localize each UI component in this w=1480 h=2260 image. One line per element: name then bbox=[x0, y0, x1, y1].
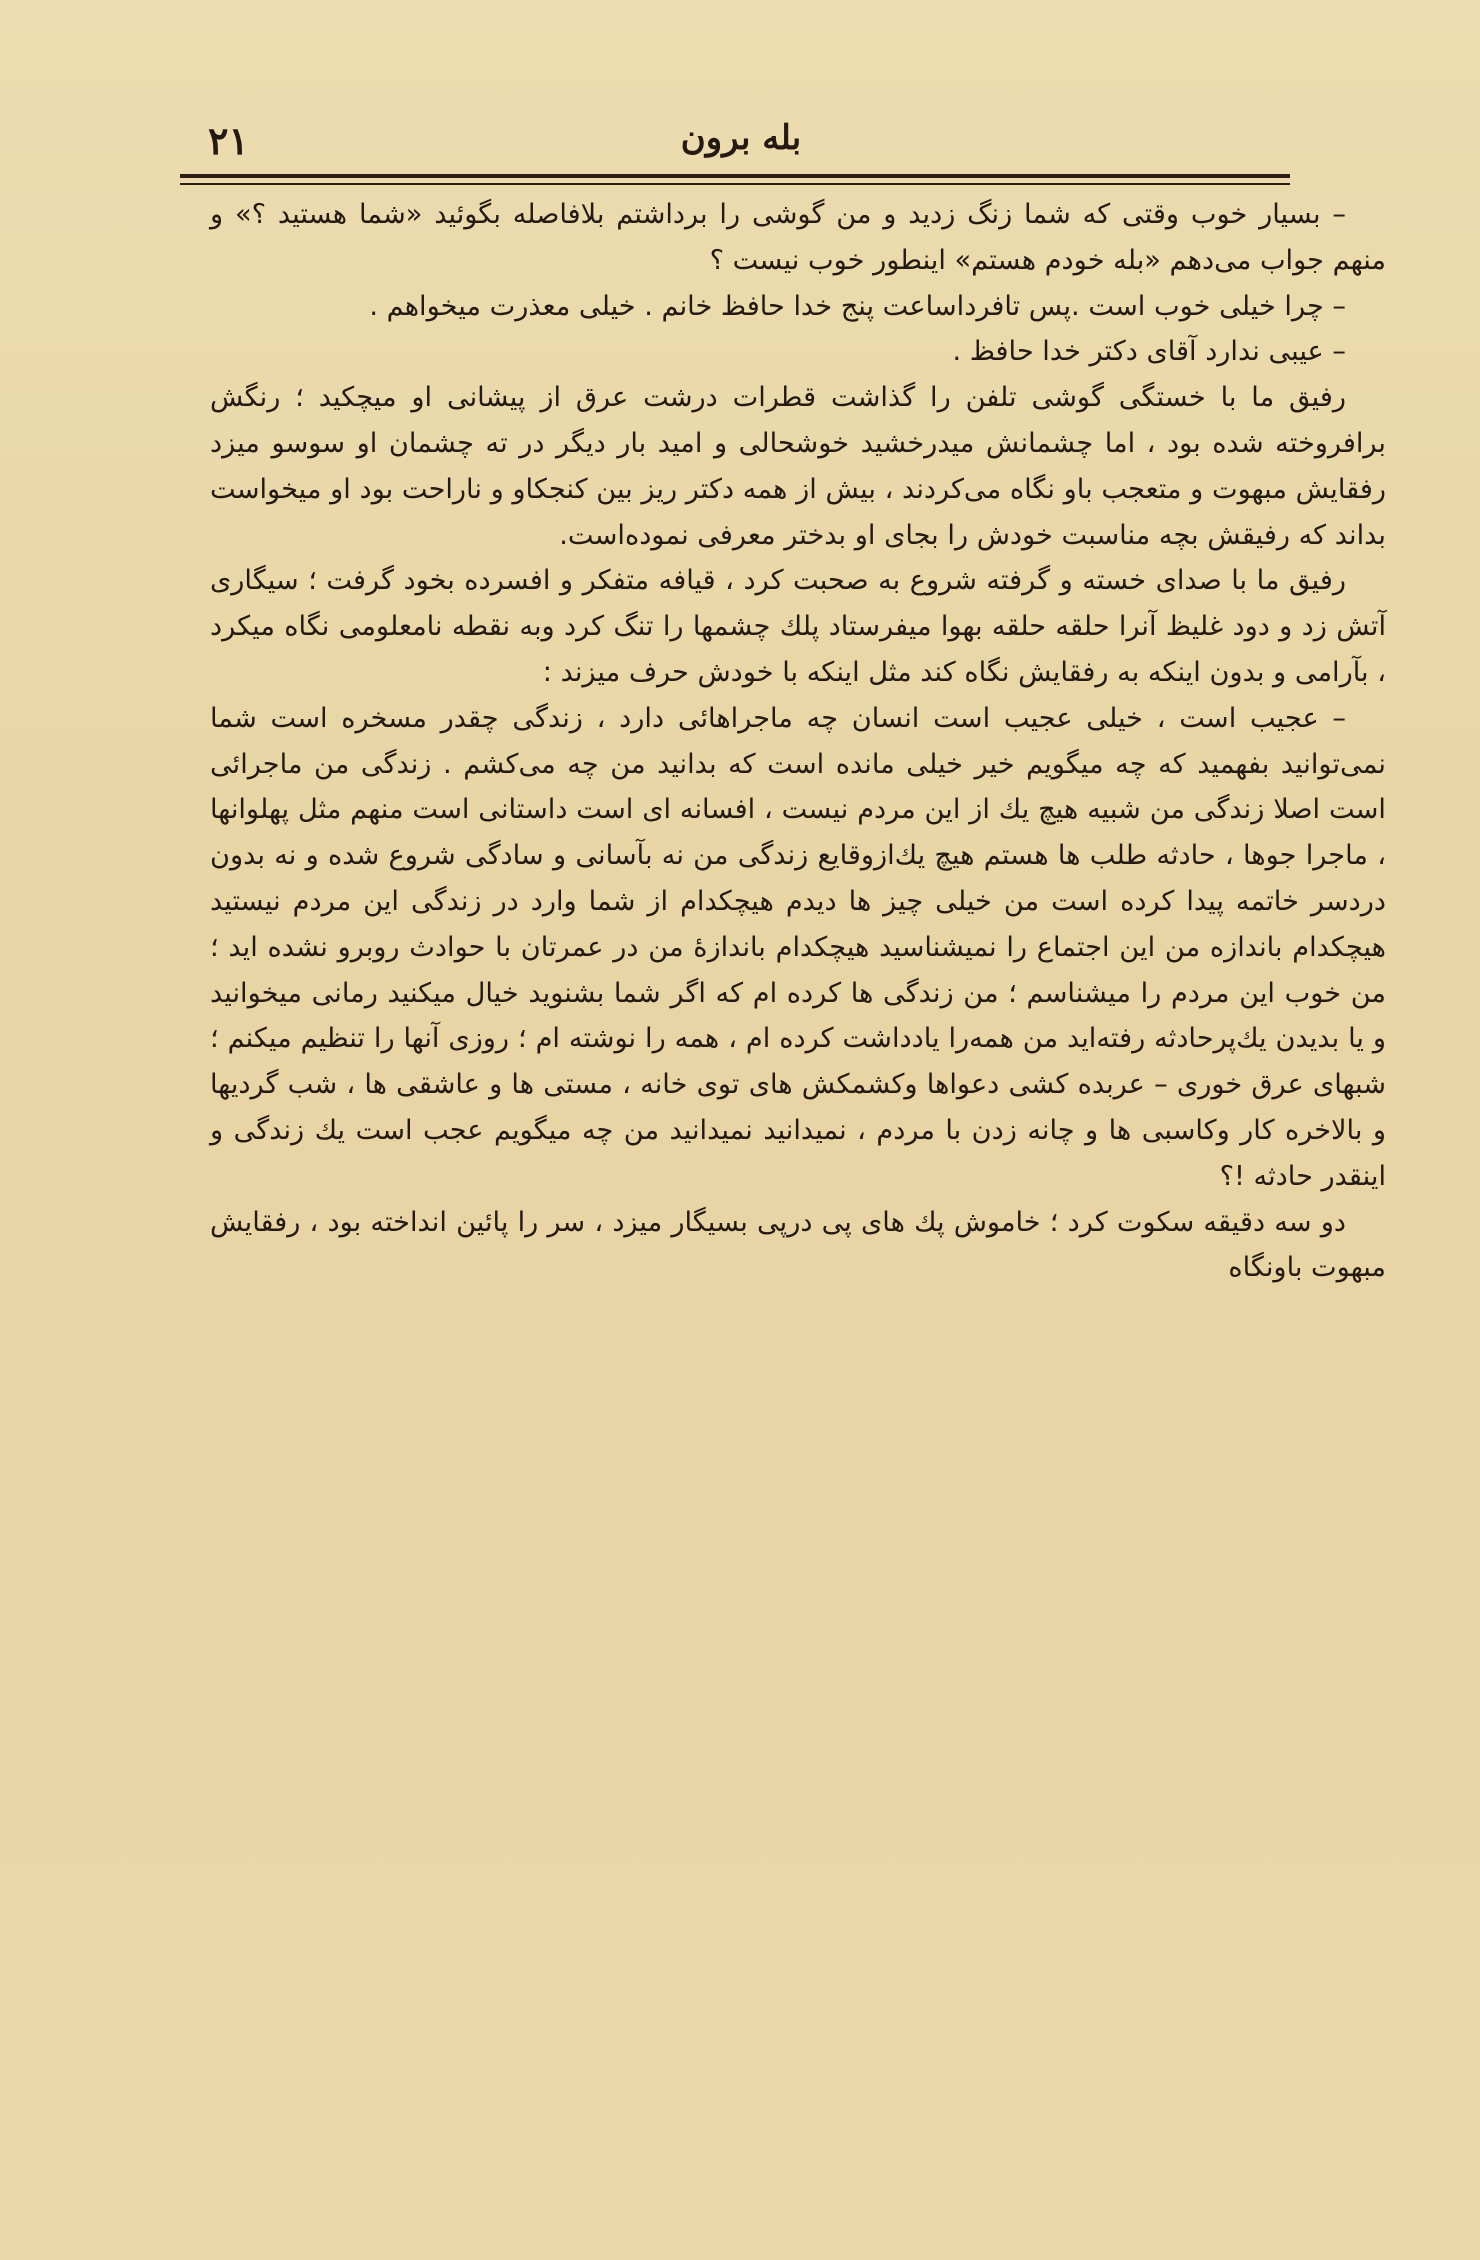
narrative-paragraph: رفیق ما با صدای خسته و گرفته شروع به صحبت کرد ، قیافه متفکر و افسرده بخود گرفت ؛ سیگاری آتش زد و دود غلیظ آنرا حلقه حلقه بهوا میفرستاد پلك چشمها را تنگ کرد وبه نقطه نامعلومی نگاه میکرد ، بآرامی و بدون اینکه به رفقایش نگاه کند مثل اینکه با خودش حرف میزند : bbox=[210, 565, 1386, 688]
narrative-paragraph: دو سه دقیقه سکوت کرد ؛ خاموش پك های پی درپی بسیگار میزد ، سر را پائین انداخته بود ، رفقایش مبهوت باونگاه bbox=[210, 1206, 1386, 1284]
dialogue-paragraph: – عیبی ندارد آقای دکتر خدا حافظ . bbox=[952, 336, 1346, 368]
header-rule-thick bbox=[180, 174, 1290, 178]
body-text bbox=[210, 192, 1386, 1291]
running-title: بله برون bbox=[680, 118, 802, 158]
header-rule-thin bbox=[180, 183, 1290, 185]
narrative-paragraph: رفیق ما با خستگی گوشی تلفن را گذاشت قطرات درشت عرق از پیشانی او میچکید ؛ رنگش برافروخته شده بود ، اما چشمانش میدرخشید خوشحالی و امید بار دیگر در ته چشمان او سوسو میزد رفقایش مبهوت و متعجب باو نگاه می‌کردند ، بیش از همه دکتر ریز بین کنجکاو و ناراحت بود او میخواست بداند که رفیقش بچه مناسبت خودش را بجای او بدختر معرفی نموده‌است. bbox=[210, 382, 1386, 551]
dialogue-paragraph: – بسیار خوب وقتی که شما زنگ زدید و من گوشی را برداشتم بلافاصله بگوئید «شما هستید ؟» و منهم جواب می‌دهم «بله خودم هستم» اینطور خوب نیست ؟ bbox=[210, 199, 1386, 276]
dialogue-paragraph: – عجیب است ، خیلی عجیب است انسان چه ماجراهائی دارد ، زندگی چقدر مسخره است شما نمی‌توانید بفهمید که چه میگویم خیر خیلی مانده است که بدانید من چه می‌کشم . زندگی من ماجرائی است اصلا زندگی من شبیه هیچ یك از این مردم نیست ، افسانه ای است داستانی است منهم مثل پهلوانها ، ماجرا جوها ، حادثه طلب ها هستم هیچ یك‌ازوقایع زندگی من نه بآسانی و سادگی شروع شده و نه بدون دردسر خاتمه پیدا کرده است من خیلی چیز ها دیدم هیچکدام از شما وارد در زندگی این مردم نیستید هیچکدام باندازه من این اجتماع را نمیشناسید هیچکدام باندازهٔ من در عمرتان با حوادث روبرو نشده اید ؛ من خوب این مردم را میشناسم ؛ من زندگی ها کرده ام که اگر شما بشنوید خیال میکنید رمانی میخوانید و یا بدیدن یك‌پرحادثه رفته‌اید من همه‌را یادداشت کرده ام ، همه را نوشته ام ؛ روزی آنها را تنظیم میکنم ؛ شبهای عرق خوری – عربده کشی دعواها وکشمکش های توی خانه ، مستی ها و عاشقی ها ، شب گردیها و بالاخره کار وکاسبی ها و چانه زدن با مردم ، نمیدانید نمیدانید من چه میگویم عجب است یك زندگی و اینقدر حادثه !؟ bbox=[210, 702, 1386, 1192]
page-header bbox=[208, 118, 1274, 174]
page-number: ۲۱ bbox=[208, 118, 249, 163]
dialogue-paragraph: – چرا خیلی خوب است .پس تافرداساعت پنج خدا حافظ خانم . خیلی معذرت میخواهم . bbox=[369, 290, 1346, 322]
